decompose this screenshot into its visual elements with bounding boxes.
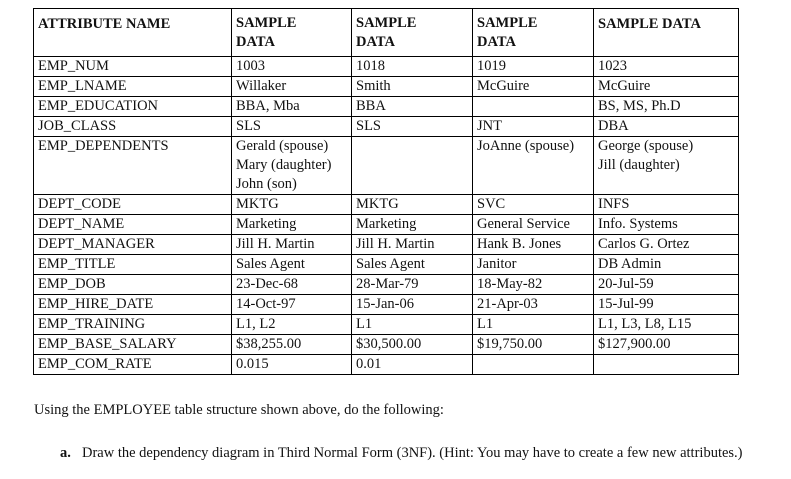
header-sample-data-3: SAMPLE DATA [473,9,594,57]
sample-data-cell [473,97,594,117]
table-row [34,235,739,255]
attribute-name-cell: DEPT_MANAGER [34,235,232,255]
sample-data-cell: General Service [473,215,594,235]
sample-data-cell: 28-Mar-79 [352,275,473,295]
sample-data-cell [352,137,473,195]
sample-data-cell: 14-Oct-97 [232,295,352,315]
sample-data-cell: 20-Jul-59 [594,275,739,295]
header-attribute-name: ATTRIBUTE NAME [34,9,232,57]
table-row [34,215,739,235]
table-row [34,275,739,295]
attribute-name-cell: EMP_DOB [34,275,232,295]
sample-data-cell: 15-Jan-06 [352,295,473,315]
sample-data-cell: MKTG [352,195,473,215]
table-row [34,295,739,315]
sample-data-cell: Willaker [232,77,352,97]
sample-data-cell: 23-Dec-68 [232,275,352,295]
sample-data-cell [594,355,739,375]
sample-data-cell: Marketing [352,215,473,235]
task-item-a [60,444,760,462]
sample-data-cell: JNT [473,117,594,137]
sample-data-cell: McGuire [594,77,739,97]
header-sample-data-2: SAMPLE DATA [352,9,473,57]
sample-data-cell: McGuire [473,77,594,97]
table-row [34,97,739,117]
sample-data-cell: $30,500.00 [352,335,473,355]
table-row [34,335,739,355]
sample-data-cell: Sales Agent [352,255,473,275]
attribute-name-cell: EMP_EDUCATION [34,97,232,117]
sample-data-cell: Info. Systems [594,215,739,235]
sample-data-cell: Jill H. Martin [352,235,473,255]
sample-data-cell: DBA [594,117,739,137]
attribute-name-cell: EMP_BASE_SALARY [34,335,232,355]
table-row [34,315,739,335]
sample-data-cell: 0.01 [352,355,473,375]
sample-data-cell: Smith [352,77,473,97]
sample-data-cell: Janitor [473,255,594,275]
instruction-text: Using the EMPLOYEE table structure shown above, do the following: [34,402,444,418]
sample-data-cell: BBA, Mba [232,97,352,117]
sample-data-cell: George (spouse) Jill (daughter) [594,137,739,195]
sample-data-cell: INFS [594,195,739,215]
attribute-name-cell: EMP_HIRE_DATE [34,295,232,315]
sample-data-cell: 21-Apr-03 [473,295,594,315]
header-sample-data-4: SAMPLE DATA [594,9,739,57]
header-sample-data-1: SAMPLE DATA [232,9,352,57]
employee-table [33,8,739,375]
sample-data-cell: SLS [232,117,352,137]
table-row [34,137,739,195]
header-row [34,9,739,57]
sample-data-cell: 18-May-82 [473,275,594,295]
attribute-name-cell: DEPT_NAME [34,215,232,235]
sample-data-cell: 1019 [473,57,594,77]
attribute-name-cell: EMP_DEPENDENTS [34,137,232,195]
attribute-name-cell: EMP_TRAINING [34,315,232,335]
task-text: Draw the dependency diagram in Third Normal Form (3NF). (Hint: You may have to create a few new attributes.) [82,445,743,461]
sample-data-cell: L1, L3, L8, L15 [594,315,739,335]
sample-data-cell: L1, L2 [232,315,352,335]
sample-data-cell: SVC [473,195,594,215]
sample-data-cell: 0.015 [232,355,352,375]
sample-data-cell: $19,750.00 [473,335,594,355]
table-row [34,195,739,215]
table-row [34,117,739,137]
attribute-name-cell: EMP_NUM [34,57,232,77]
sample-data-cell: L1 [473,315,594,335]
sample-data-cell [473,355,594,375]
attribute-name-cell: DEPT_CODE [34,195,232,215]
sample-data-cell: JoAnne (spouse) [473,137,594,195]
table-row [34,77,739,97]
sample-data-cell: SLS [352,117,473,137]
sample-data-cell: BBA [352,97,473,117]
sample-data-cell: 1003 [232,57,352,77]
attribute-name-cell: EMP_LNAME [34,77,232,97]
sample-data-cell: Marketing [232,215,352,235]
table-row [34,57,739,77]
table-row [34,255,739,275]
attribute-name-cell: EMP_TITLE [34,255,232,275]
table-body [34,57,739,375]
sample-data-cell: Sales Agent [232,255,352,275]
sample-data-cell: Carlos G. Ortez [594,235,739,255]
attribute-name-cell: EMP_COM_RATE [34,355,232,375]
attribute-name-cell: JOB_CLASS [34,117,232,137]
sample-data-cell: L1 [352,315,473,335]
task-marker: a. [60,445,71,461]
sample-data-cell: Gerald (spouse) Mary (daughter) John (son) [232,137,352,195]
sample-data-cell: 1023 [594,57,739,77]
sample-data-cell: MKTG [232,195,352,215]
table-header [34,9,739,57]
sample-data-cell: 1018 [352,57,473,77]
sample-data-cell: $127,900.00 [594,335,739,355]
sample-data-cell: BS, MS, Ph.D [594,97,739,117]
sample-data-cell: DB Admin [594,255,739,275]
sample-data-cell: $38,255.00 [232,335,352,355]
sample-data-cell: Jill H. Martin [232,235,352,255]
table-row [34,355,739,375]
sample-data-cell: 15-Jul-99 [594,295,739,315]
sample-data-cell: Hank B. Jones [473,235,594,255]
